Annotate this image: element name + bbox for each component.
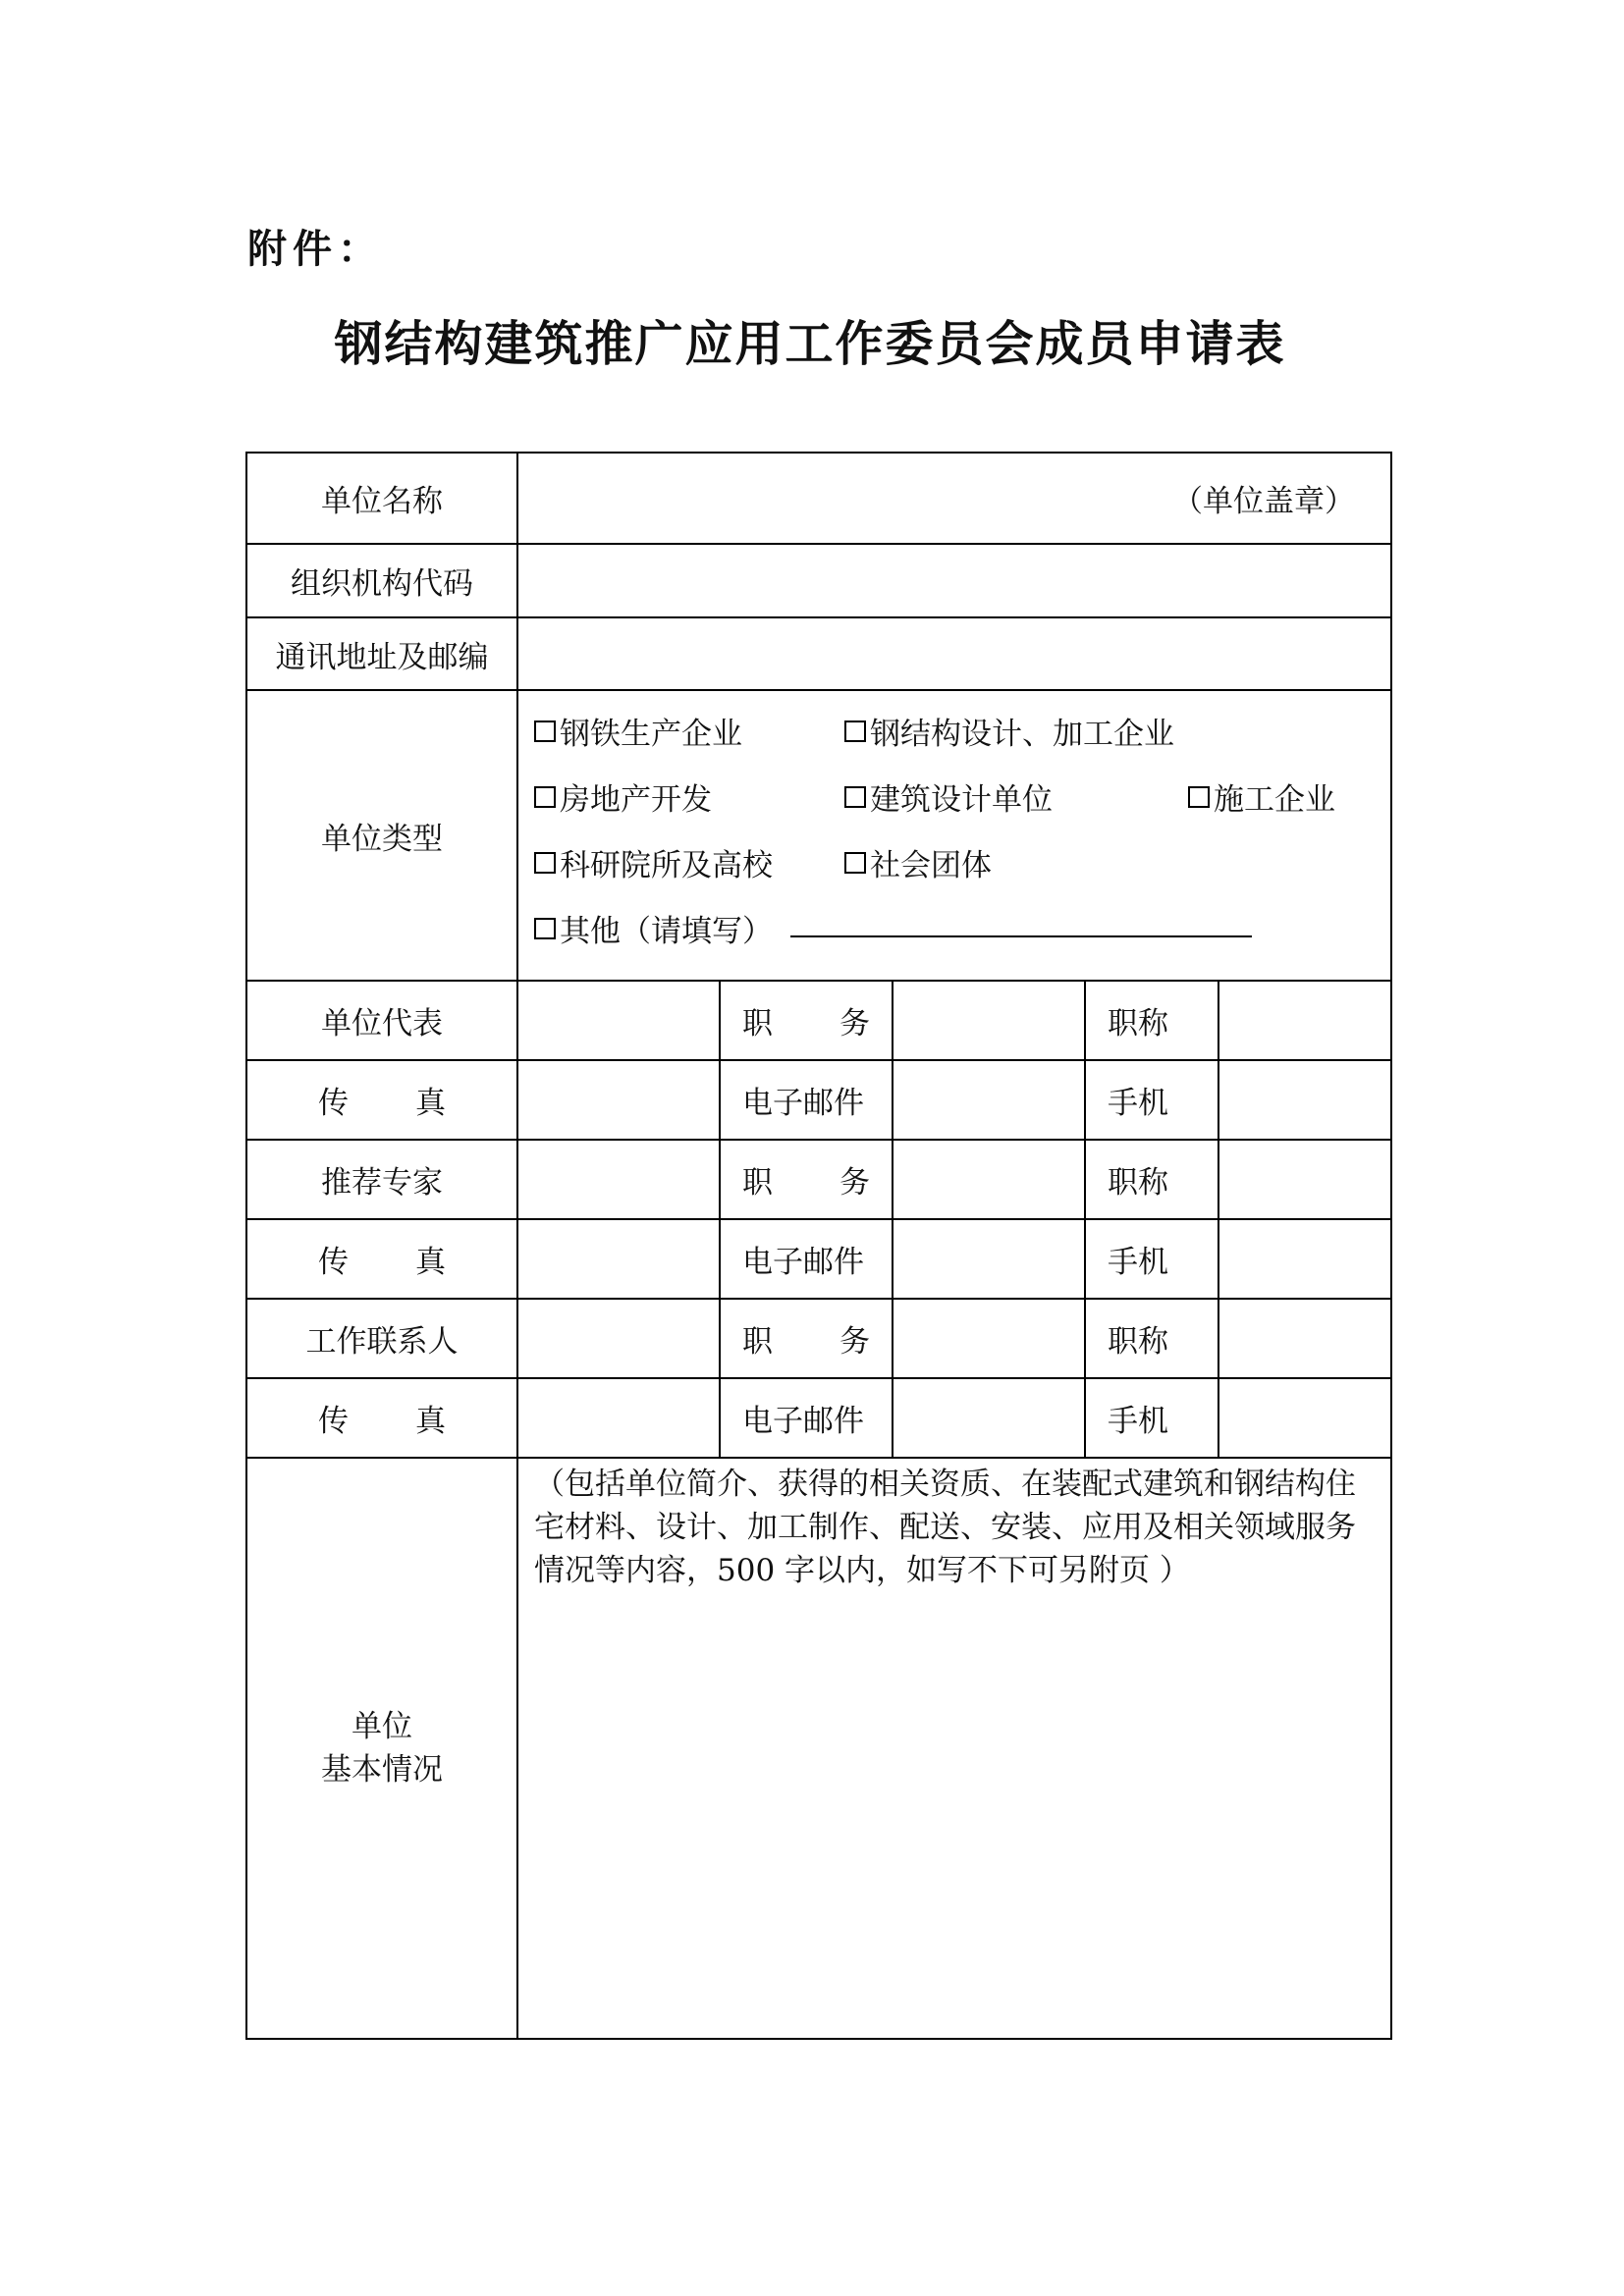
contact-email-field[interactable] [893,1378,1085,1458]
checkbox-icon [1188,786,1210,808]
position-label: 职 务 [720,1299,893,1378]
row-representative [246,981,1391,1060]
expert-email-field[interactable] [893,1219,1085,1299]
checkbox-real-estate[interactable]: 房地产开发 [534,774,844,819]
row-address [246,617,1391,690]
email-label: 电子邮件 [720,1378,893,1458]
representative-email-field[interactable] [893,1060,1085,1140]
application-form [245,452,1392,2040]
checkbox-research-university[interactable]: 科研院所及高校 [534,840,844,884]
checkbox-icon [844,721,866,742]
row-expert-contact [246,1219,1391,1299]
checkbox-icon [844,852,866,874]
contact-fax-field[interactable] [517,1378,720,1458]
org-code-label: 组织机构代码 [246,544,517,617]
row-representative-contact [246,1060,1391,1140]
contact-position-field[interactable] [893,1299,1085,1378]
row-contact [246,1299,1391,1378]
checkbox-architecture-design[interactable]: 建筑设计单位 [844,774,1188,819]
org-code-field[interactable] [517,544,1391,617]
mobile-label: 手机 [1085,1378,1218,1458]
unit-name-label: 单位名称 [246,453,517,544]
checkbox-social-group[interactable]: 社会团体 [844,840,992,884]
basic-info-note: （包括单位简介、获得的相关资质、在装配式建筑和钢结构住宅材料、设计、加工制作、配送、安装、应用及相关领域服务情况等内容，500 字以内，如写不下可另附页 ） [534,1467,1356,1588]
title-label: 职称 [1085,1299,1218,1378]
checkbox-icon [844,786,866,808]
mobile-label: 手机 [1085,1060,1218,1140]
email-label: 电子邮件 [720,1060,893,1140]
mobile-label: 手机 [1085,1219,1218,1299]
expert-fax-field[interactable] [517,1219,720,1299]
representative-name-field[interactable] [517,981,720,1060]
fax-label: 传 真 [246,1060,517,1140]
page-title: 钢结构建筑推广应用工作委员会成员申请表 [334,316,1286,372]
checkbox-other[interactable]: 其他（请填写） [534,906,773,950]
other-type-input[interactable] [790,906,1252,937]
contact-mobile-field[interactable] [1218,1378,1391,1458]
representative-title-field[interactable] [1218,981,1391,1060]
contact-name-field[interactable] [517,1299,720,1378]
fax-label: 传 真 [246,1378,517,1458]
basic-info-field[interactable] [517,1458,1391,2039]
unit-name-field[interactable] [517,453,1391,544]
attachment-label: 附件： [247,227,383,272]
representative-mobile-field[interactable] [1218,1060,1391,1140]
checkbox-icon [534,721,556,742]
expert-mobile-field[interactable] [1218,1219,1391,1299]
checkbox-icon [534,852,556,874]
basic-info-label: 单位 基本情况 [246,1458,517,2039]
checkbox-steel-production[interactable]: 钢铁生产企业 [534,709,844,753]
checkbox-icon [534,918,556,939]
representative-fax-field[interactable] [517,1060,720,1140]
row-contact-contact [246,1378,1391,1458]
expert-label: 推荐专家 [246,1140,517,1219]
title-label: 职称 [1085,981,1218,1060]
checkbox-icon [534,786,556,808]
row-basic-info [246,1458,1391,2039]
row-org-code [246,544,1391,617]
expert-position-field[interactable] [893,1140,1085,1219]
position-label: 职 务 [720,1140,893,1219]
contact-title-field[interactable] [1218,1299,1391,1378]
contact-label: 工作联系人 [246,1299,517,1378]
row-expert [246,1140,1391,1219]
unit-type-options [517,690,1391,981]
expert-title-field[interactable] [1218,1140,1391,1219]
email-label: 电子邮件 [720,1219,893,1299]
checkbox-steel-design-processing[interactable]: 钢结构设计、加工企业 [844,709,1174,753]
expert-name-field[interactable] [517,1140,720,1219]
checkbox-construction[interactable]: 施工企业 [1188,774,1335,819]
row-unit-type [246,690,1391,981]
position-label: 职 务 [720,981,893,1060]
representative-position-field[interactable] [893,981,1085,1060]
seal-hint: （单位盖章） [1172,484,1356,519]
title-label: 职称 [1085,1140,1218,1219]
address-label: 通讯地址及邮编 [246,617,517,690]
unit-type-label: 单位类型 [246,690,517,981]
address-field[interactable] [517,617,1391,690]
row-unit-name [246,453,1391,544]
representative-label: 单位代表 [246,981,517,1060]
fax-label: 传 真 [246,1219,517,1299]
